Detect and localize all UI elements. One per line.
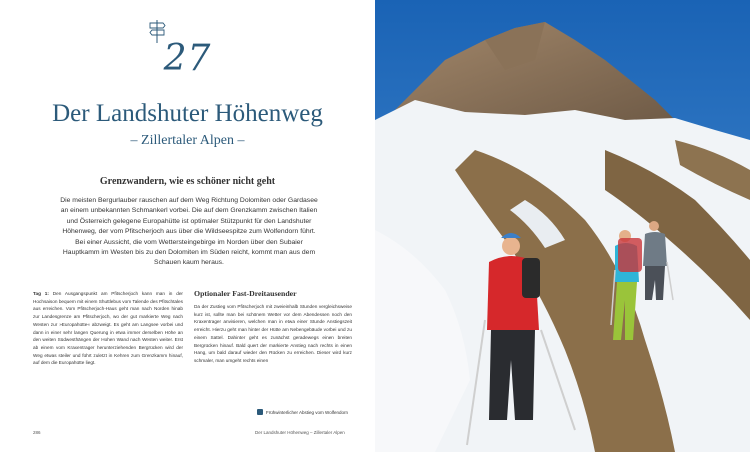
section-heading: Optionaler Fast-Dreitausender (194, 289, 297, 298)
page-subtitle: – Zillertaler Alpen – (130, 133, 245, 148)
photo-caption (257, 409, 348, 415)
tagline: Grenzwandern, wie es schöner nicht geht (99, 176, 276, 187)
left-column-text (33, 290, 183, 367)
intro-paragraph: Die meisten Bergurlauber rauschen auf dem Weg Richtung Dolomiten oder Gardasee an einem unbekannten Schmankerl vorbei. Die auf dem Grenzkamm zwischen Italien und Österreich gelegene Europahütte ist optimaler Stützpunkt für den Landshuter Höhenweg, der vom Pfitscherjoch aus über die Wildseespitze zum Wolfendorn führt. Bei einer Aussicht, die vom Wettersteingebirge im Norden über den Subaier Hauptkamm im Westen bis zu den Dolomiten im Süden reicht, kommt man aus dem Schauen kaum heraus. (60, 197, 318, 267)
mountain-photo (375, 0, 750, 452)
page-number: 286 (33, 430, 41, 435)
running-head: Der Landshuter Höhenweg – Zillertaler Alpen (255, 430, 345, 435)
hikers-on-ridge-image (375, 0, 750, 452)
day-label: Tag 1: (33, 291, 49, 296)
chapter-number: 27 (163, 38, 212, 79)
caption-text: Frühwinterlicher Abstieg vom Wolfendorn (266, 409, 348, 415)
right-column-text: Da der Zustieg vom Pfitscherjoch mit zweieinhalb Stunden vergleichsweise kurz ist, sollte man bei schönem Wetter vor dem Abendessen noch den Kraxentrager anvisieren, welchen man in etwa einer Stunde Anstiegszeit erreicht. Hierzu geht man hinter der Hütte am Nebengebäude vorbei und zu einem Sattel. Dahinter geht es zunächst geradewegs einen breiten Bergrücken hinauf. Bald quert der markierte Anstieg nach rechts in einen Hang, um bald darauf wieder den Rücken zu erreichen. Dieser wird kurz schmaler, man umgeht rechts einen (194, 304, 352, 363)
caption-marker-icon (257, 409, 263, 415)
left-column-body: Den Ausgangspunkt am Pfitscherjoch kann man in der Hochsaison bequem mit einem Shuttlebus vom Talende des Pfitschtales aus erreichen. Vom Pfitscherjoch-Haus geht man nach Norden hinab zur Landesgrenze am Pfitscherjoch, wo der gut markierte Weg nach Westen zur »Europahütte« abzweigt. Es geht am Langsee vorbei und dann in einer sehr langen Querung in etwa immer derselben Höhe an den weiten Südwesthängen der Hohen Wand nach Westen weiter. Erst ab einem vom Kraxentrager herunterziehenden Bergrücken wird der Weg etwas steiler und führt zuletzt in Kehren zum Grenzkamm hinauf, auf dem die Europahütte liegt. (33, 291, 183, 366)
page-title: Der Landshuter Höhenweg (52, 100, 323, 127)
